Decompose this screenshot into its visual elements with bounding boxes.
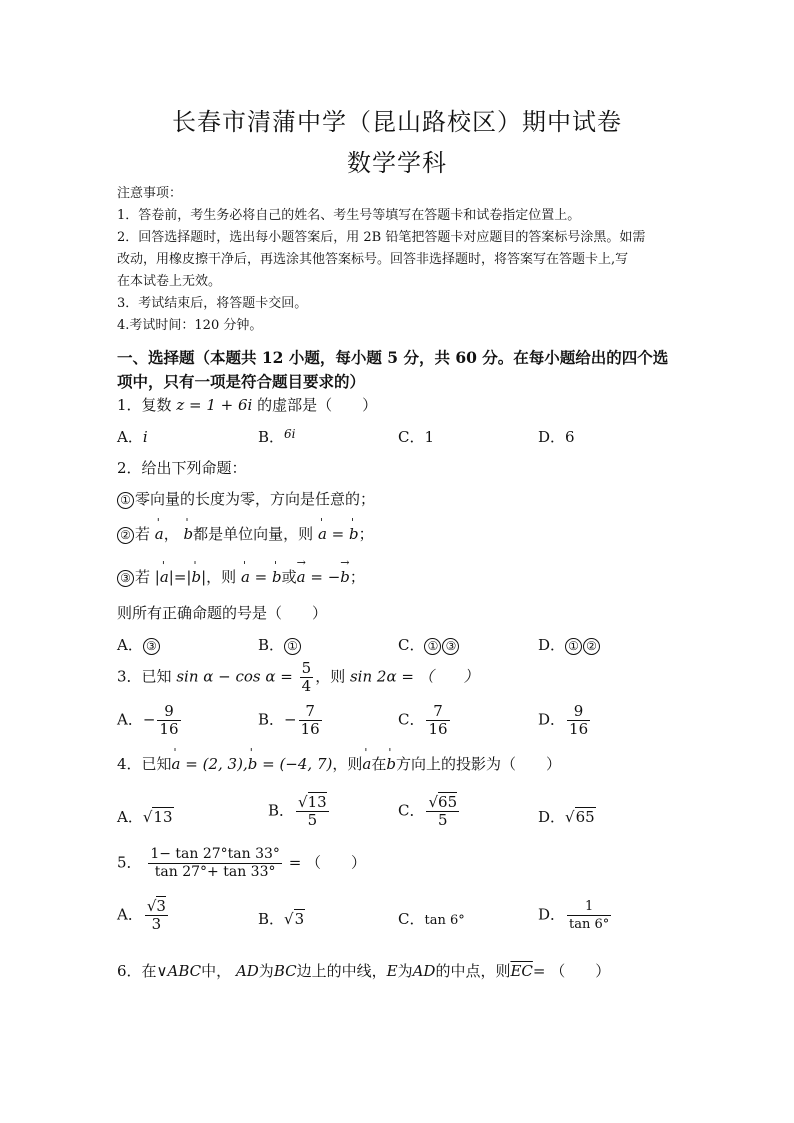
- q3-option-b: [258, 703, 324, 738]
- fraction: [148, 846, 282, 881]
- denominator: 3: [151, 915, 162, 933]
- sqrt: √13: [142, 808, 173, 826]
- option-label: B．: [258, 428, 285, 446]
- vector-a: ' a: [241, 568, 250, 586]
- vector-b: ' b: [272, 568, 282, 586]
- q1-suffix: 的虚部是（ ）: [257, 396, 378, 414]
- denominator: tan 27°+ tan 33°: [154, 864, 276, 880]
- sign: −: [284, 710, 297, 729]
- instruction-line: 3．考试结束后，将答题卡交回。: [117, 296, 308, 311]
- sign: −: [142, 710, 156, 729]
- question-3: [117, 660, 479, 695]
- q4-text: ，则: [332, 755, 363, 773]
- q2-option-a: [117, 634, 161, 655]
- instruction-line: 改动，用橡皮擦干净后，再选涂其他答案标号。回答非选择题时，将答案写在答题卡上,写: [117, 252, 629, 267]
- proposition-text: 零向量的长度为零，方向是任意的；: [135, 490, 376, 508]
- proposition-text: ，则: [206, 568, 237, 586]
- proposition-text: 若: [135, 568, 151, 586]
- vector-b: ' b: [248, 755, 258, 773]
- denominator: 5: [307, 811, 318, 829]
- circled-number: ②: [583, 638, 600, 655]
- option-label: D．: [538, 710, 566, 729]
- q3-text: ，则: [315, 667, 346, 686]
- q6-text: 6．在: [117, 962, 157, 980]
- option-label: C．: [398, 710, 425, 729]
- q6-text: 中，: [201, 962, 232, 980]
- q1-expression: z = 1 + 6i: [176, 396, 253, 414]
- denominator: 16: [159, 720, 179, 738]
- denominator: 16: [569, 720, 589, 738]
- circled-number: ①: [117, 492, 134, 509]
- q4-expression: = (2, 3),: [185, 755, 248, 773]
- q4-option-a: [117, 806, 174, 827]
- q1-option-a: [117, 426, 148, 447]
- q6-text: 为: [397, 962, 413, 980]
- option-label: B．: [258, 910, 285, 928]
- q6-text: 边上的中线，: [296, 962, 387, 980]
- q2-proposition-1: [117, 488, 375, 509]
- instruction-line: 4.考试时间：120 分钟。: [117, 318, 263, 333]
- option-label: A．: [117, 428, 143, 446]
- option-label: C．: [398, 801, 425, 820]
- denominator: tan 6°: [569, 917, 610, 932]
- q6-suffix: = （ ）: [532, 962, 611, 980]
- question-6: [117, 960, 610, 981]
- option-label: A．: [117, 905, 143, 924]
- proposition-text: 或: [281, 568, 297, 586]
- exam-title: 长春市清蒲中学（昆山路校区）期中试卷: [172, 108, 622, 136]
- vector-b: → b: [340, 568, 350, 586]
- numerator: √13: [298, 793, 327, 811]
- option-label: D．: [538, 808, 566, 826]
- vector-a: ' a: [160, 568, 169, 586]
- radicand: 3: [156, 897, 166, 915]
- fraction: [299, 703, 322, 738]
- numerator: 7: [426, 703, 449, 721]
- q3-option-d: [538, 703, 592, 738]
- q5-option-d: [538, 898, 613, 933]
- denominator: 16: [428, 720, 448, 738]
- proposition-text: ；: [358, 525, 374, 543]
- numerator: 1− tan 27°tan 33°: [150, 846, 280, 862]
- fraction: [567, 703, 590, 738]
- numerator: √3: [146, 897, 166, 915]
- q4-text: 在: [371, 755, 387, 773]
- option-value: tan 6°: [424, 913, 465, 928]
- q6-text: 为: [258, 962, 274, 980]
- circled-number: ①: [424, 638, 441, 655]
- vector-a: ' a: [155, 525, 164, 543]
- instruction-line: 1．答卷前，考生务必将自己的姓名、考生号等填写在答题卡和试卷指定位置上。: [117, 208, 581, 223]
- circled-number: ③: [143, 638, 160, 655]
- q1-option-c: C．1: [398, 428, 435, 446]
- segment-ad: AD: [235, 962, 259, 980]
- q3-prefix: 3．已知: [117, 667, 172, 686]
- proposition-text: ；: [349, 568, 365, 586]
- q2-question: 则所有正确命题的号是（ ）: [117, 604, 328, 622]
- instructions: [117, 183, 687, 337]
- triangle-abc: ∨ABC: [156, 962, 202, 980]
- radicand: 13: [307, 793, 327, 811]
- sqrt: √3: [284, 910, 305, 928]
- q5-suffix: = （ ）: [288, 853, 367, 872]
- question-4: [117, 753, 561, 774]
- denominator: 5: [438, 811, 448, 829]
- fraction: [296, 794, 329, 829]
- q4-option-d: [538, 806, 596, 827]
- q5-prefix: 5．: [117, 853, 142, 872]
- section-heading-line: 一、选择题（本题共 12 小题，每小题 5 分，共 60 分。在每小题给出的四个选: [117, 348, 669, 367]
- instruction-line: 2．回答选择题时，选出每小题答案后，用 2B 铅笔把答题卡对应题目的答案标号涂黑。如需: [117, 230, 646, 245]
- q2-option-c: [398, 634, 460, 655]
- exam-subtitle: 数学学科: [347, 149, 447, 177]
- denominator: 16: [300, 720, 320, 738]
- q2-option-b: [258, 634, 302, 655]
- option-label: B．: [258, 636, 285, 654]
- vector-a: → a: [297, 568, 306, 586]
- option-label: C．: [398, 636, 425, 654]
- q2-proposition-3: ③ 若 |' a|=|' b|，则 ' a = ' b或→ a = −→ b；: [117, 566, 365, 587]
- circled-number: ③: [442, 638, 459, 655]
- option-label: D．: [538, 905, 566, 924]
- question-1: [117, 394, 377, 415]
- option-label: D．: [538, 636, 566, 654]
- vector-ec: $\overline{EC}$: [510, 962, 533, 980]
- fraction: [157, 703, 180, 738]
- proposition-text: ，: [163, 525, 179, 543]
- instructions-heading: 注意事项：: [117, 186, 183, 201]
- question-5: [117, 846, 366, 881]
- proposition-text: 若: [135, 525, 151, 543]
- numerator: 7: [299, 703, 322, 721]
- q5-option-c: [398, 908, 465, 929]
- radicand: 65: [575, 808, 595, 826]
- vector-a: ' a: [318, 525, 327, 543]
- vector-b: ' b: [386, 755, 396, 773]
- option-value: 6i: [284, 427, 296, 441]
- q3-option-a: [117, 703, 183, 738]
- option-label: A．: [117, 710, 143, 729]
- option-label: B．: [268, 801, 295, 820]
- instruction-line: 在本试卷上无效。: [117, 274, 222, 289]
- q1-prefix: 1．复数: [117, 396, 172, 414]
- q3-option-c: [398, 703, 452, 738]
- numerator: √65: [428, 793, 458, 811]
- vector-b: ' b: [349, 525, 359, 543]
- sqrt: √65: [565, 808, 595, 826]
- numerator: 1: [567, 898, 611, 916]
- fraction: [426, 703, 449, 738]
- q3-expression: sin 2α = （ ）: [349, 667, 479, 686]
- denominator: 4: [301, 677, 312, 695]
- section-heading: [117, 346, 687, 394]
- section-heading-line: 项中，只有一项是符合题目要求的）: [117, 372, 366, 391]
- circled-number: ③: [117, 570, 134, 587]
- numerator: 5: [301, 659, 312, 677]
- fraction: [567, 898, 611, 933]
- radicand: 65: [438, 793, 458, 811]
- q4-prefix: 4．已知: [117, 755, 172, 773]
- radicand: 13: [153, 808, 173, 826]
- segment-bc: BC: [273, 962, 297, 980]
- numerator: 9: [157, 703, 180, 721]
- q1-option-d: D．6: [538, 428, 575, 446]
- option-value: i: [142, 428, 148, 446]
- point-e: E: [386, 962, 398, 980]
- proposition-text: 都是单位向量，则: [193, 525, 314, 543]
- q2-proposition-2: ② 若 ' a， ' b都是单位向量，则 ' a = ' b；: [117, 523, 374, 544]
- q2-option-d: [538, 634, 601, 655]
- q4-option-b: [268, 794, 331, 829]
- q6-text: 的中点，则: [435, 962, 511, 980]
- fraction: [426, 794, 459, 829]
- q3-expression: sin α − cos α =: [176, 667, 293, 686]
- q4-option-c: [398, 794, 461, 829]
- circled-number: ①: [284, 638, 301, 655]
- circled-number: ①: [565, 638, 582, 655]
- option-label: A．: [117, 636, 143, 654]
- option-label: B．: [258, 710, 285, 729]
- option-label: A．: [117, 808, 143, 826]
- circled-number: ②: [117, 527, 134, 544]
- q5-option-b: [258, 908, 305, 929]
- question-2-stem: 2．给出下列命题：: [117, 459, 247, 477]
- option-label: C．: [398, 910, 425, 928]
- segment-ad: AD: [412, 962, 436, 980]
- q5-option-a: [117, 898, 170, 933]
- vector-b: ' b: [191, 568, 201, 586]
- vector-a: ' a: [172, 755, 181, 773]
- fraction: [300, 660, 314, 695]
- numerator: 9: [567, 703, 590, 721]
- vector-b: ' b: [184, 525, 194, 543]
- vector-a: ' a: [362, 755, 371, 773]
- q4-suffix: 方向上的投影为（ ）: [395, 755, 561, 773]
- q1-option-b: [258, 426, 296, 447]
- q4-expression: = (−4, 7): [262, 755, 333, 773]
- fraction: [145, 898, 168, 933]
- radicand: 3: [294, 910, 305, 928]
